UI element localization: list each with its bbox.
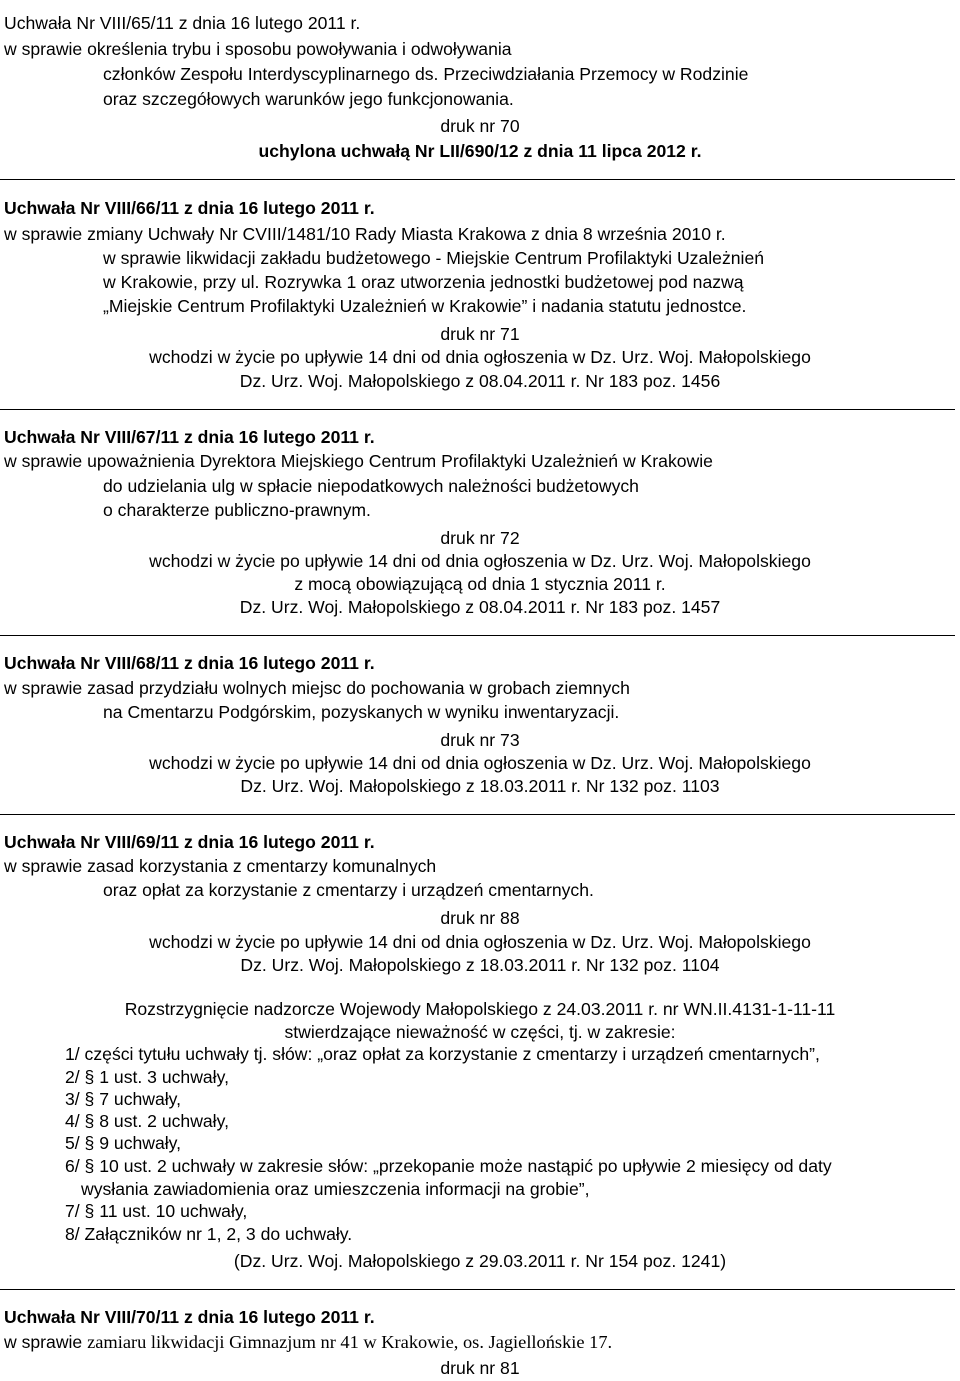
resolution-69-subject: w sprawie zasad korzystania z cmentarzy komunalnych: [4, 856, 437, 876]
resolution-66-druk: druk nr 71: [440, 324, 520, 344]
resolution-69-subject-line-2: oraz opłat za korzystanie z cmentarzy i urządzeń cmentarnych.: [103, 880, 594, 900]
ruling-item: 8/ Załączników nr 1, 2, 3 do uchwały.: [65, 1224, 353, 1244]
resolution-70-subject-text: zamiaru likwidacji Gimnazjum nr 41 w Krakowie, os. Jagiellońskie 17.: [87, 1332, 613, 1352]
resolution-68-druk: druk nr 73: [440, 730, 520, 750]
resolution-66-subject-line-2: w sprawie likwidacji zakładu budżetowego - Miejskie Centrum Profilaktyki Uzależnień: [103, 248, 765, 268]
resolution-65-subject: w sprawie określenia trybu i sposobu powoływania i odwoływania: [4, 39, 512, 59]
resolution-65-title: Uchwała Nr VIII/65/11 z dnia 16 lutego 2011 r.: [4, 13, 361, 33]
supervisory-ruling-scope: stwierdzające nieważność w części, tj. w zakresie:: [284, 1022, 676, 1042]
resolution-67-effect-date: z mocą obowiązującą od dnia 1 stycznia 2011 r.: [294, 574, 666, 594]
ruling-item-continuation: wysłania zawiadomienia oraz umieszczenia informacji na grobie”,: [81, 1179, 590, 1199]
resolution-70-subject-prefix: w sprawie: [4, 1332, 88, 1352]
section-divider: [0, 179, 955, 180]
resolution-67-title: Uchwała Nr VIII/67/11 z dnia 16 lutego 2011 r.: [4, 427, 375, 447]
resolution-66-subject-line-3: w Krakowie, przy ul. Rozrywka 1 oraz utworzenia jednostki budżetowej pod nazwą: [103, 272, 744, 292]
ruling-item: 5/ § 9 uchwały,: [65, 1133, 182, 1153]
section-divider: [0, 1289, 955, 1290]
ruling-item: 6/ § 10 ust. 2 uchwały w zakresie słów: „przekopanie może nastąpić po upływie 2 miesięcy od daty: [65, 1156, 832, 1176]
resolution-70-druk: druk nr 81: [440, 1358, 520, 1378]
resolution-69-druk: druk nr 88: [440, 908, 520, 928]
resolution-68-effect: wchodzi w życie po upływie 14 dni od dnia ogłoszenia w Dz. Urz. Woj. Małopolskiego: [149, 753, 811, 773]
resolution-67-effect: wchodzi w życie po upływie 14 dni od dnia ogłoszenia w Dz. Urz. Woj. Małopolskiego: [149, 551, 811, 571]
resolution-65-druk: druk nr 70: [440, 116, 520, 136]
resolution-67-druk: druk nr 72: [440, 528, 520, 548]
resolution-68-subject-line-2: na Cmentarzu Podgórskim, pozyskanych w wyniku inwentaryzacji.: [103, 702, 620, 722]
resolution-66-subject: w sprawie zmiany Uchwały Nr CVIII/1481/10 Rady Miasta Krakowa z dnia 8 września 2010 r.: [4, 224, 726, 244]
resolution-70-subject: [4, 1331, 612, 1353]
section-divider: [0, 814, 955, 815]
resolution-69-title: Uchwała Nr VIII/69/11 z dnia 16 lutego 2011 r.: [4, 832, 375, 852]
resolution-66-subject-line-4: „Miejskie Centrum Profilaktyki Uzależnień w Krakowie” i nadania statutu jednostce.: [103, 296, 747, 316]
resolution-67-publication: Dz. Urz. Woj. Małopolskiego z 08.04.2011 r. Nr 183 poz. 1457: [239, 597, 721, 617]
resolution-68-publication: Dz. Urz. Woj. Małopolskiego z 18.03.2011 r. Nr 132 poz. 1103: [240, 776, 720, 796]
resolution-65-subject-line-2: członków Zespołu Interdyscyplinarnego ds. Przeciwdziałania Przemocy w Rodzinie: [103, 64, 749, 84]
supervisory-ruling: Rozstrzygnięcie nadzorcze Wojewody Małopolskiego z 24.03.2011 r. nr WN.II.4131-1-11-11: [124, 999, 836, 1019]
resolution-66-effect: wchodzi w życie po upływie 14 dni od dnia ogłoszenia w Dz. Urz. Woj. Małopolskiego: [149, 347, 811, 367]
resolution-68-subject: w sprawie zasad przydziału wolnych miejsc do pochowania w grobach ziemnych: [4, 678, 630, 698]
resolution-66-title: Uchwała Nr VIII/66/11 z dnia 16 lutego 2011 r.: [4, 198, 375, 218]
section-divider: [0, 635, 955, 636]
resolution-68-title: Uchwała Nr VIII/68/11 z dnia 16 lutego 2011 r.: [4, 653, 375, 673]
ruling-item: 2/ § 1 ust. 3 uchwały,: [65, 1067, 229, 1087]
ruling-item: 3/ § 7 uchwały,: [65, 1089, 182, 1109]
resolution-70-title: Uchwała Nr VIII/70/11 z dnia 16 lutego 2011 r.: [4, 1307, 375, 1327]
resolution-67-subject: w sprawie upoważnienia Dyrektora Miejskiego Centrum Profilaktyki Uzależnień w Krakowie: [4, 451, 713, 471]
section-divider: [0, 409, 955, 410]
resolution-69-effect: wchodzi w życie po upływie 14 dni od dnia ogłoszenia w Dz. Urz. Woj. Małopolskiego: [149, 932, 811, 952]
resolution-67-subject-line-3: o charakterze publiczno-prawnym.: [103, 500, 371, 520]
resolution-65-status: uchylona uchwałą Nr LII/690/12 z dnia 11 lipca 2012 r.: [258, 141, 702, 161]
ruling-publication: (Dz. Urz. Woj. Małopolskiego z 29.03.2011 r. Nr 154 poz. 1241): [233, 1251, 727, 1271]
resolution-66-publication: Dz. Urz. Woj. Małopolskiego z 08.04.2011 r. Nr 183 poz. 1456: [239, 371, 721, 391]
ruling-item: 7/ § 11 ust. 10 uchwały,: [65, 1201, 248, 1221]
ruling-item: 1/ części tytułu uchwały tj. słów: „oraz opłat za korzystanie z cmentarzy i urządzeń cmentarnych”,: [65, 1044, 820, 1064]
resolution-69-publication: Dz. Urz. Woj. Małopolskiego z 18.03.2011 r. Nr 132 poz. 1104: [240, 955, 720, 975]
resolution-67-subject-line-2: do udzielania ulg w spłacie niepodatkowych należności budżetowych: [103, 476, 639, 496]
resolution-65-subject-line-3: oraz szczegółowych warunków jego funkcjonowania.: [103, 89, 514, 109]
ruling-item: 4/ § 8 ust. 2 uchwały,: [65, 1111, 229, 1131]
